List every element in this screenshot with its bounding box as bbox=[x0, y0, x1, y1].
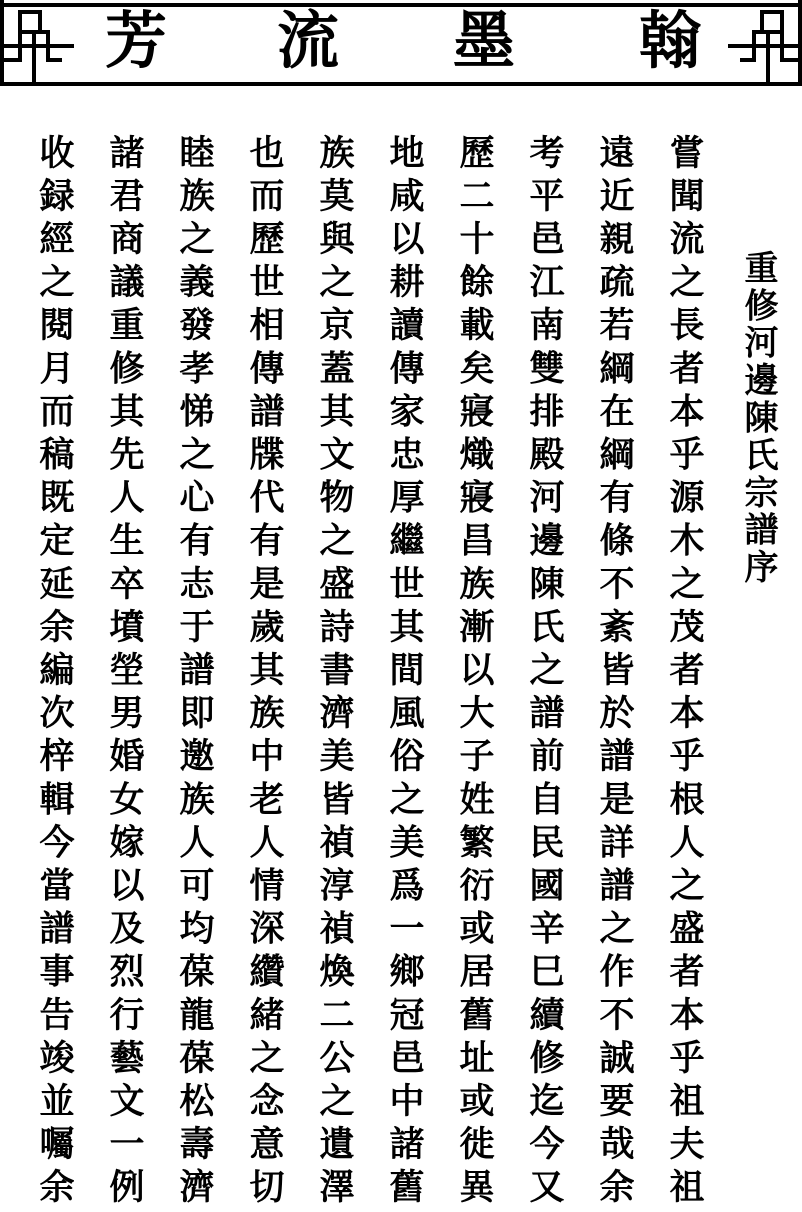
banner-right-rule bbox=[798, 3, 802, 86]
banner-char-4: 翰 bbox=[638, 4, 701, 77]
banner-char-1: 芳 bbox=[104, 4, 167, 77]
genealogy-preface-text bbox=[0, 92, 802, 1212]
banner-left-rule bbox=[0, 3, 4, 86]
preface-title: 重修河邊陳氏宗譜序 bbox=[738, 250, 778, 587]
text-column-6: 族莫與之京蓋其文物之盛詩書濟美皆禎淳禎煥二公之遺澤 bbox=[314, 134, 355, 1212]
banner-char-2: 流 bbox=[276, 4, 339, 77]
text-column-3: 考平邑江南雙排殿河邊陳氏之譜前自民國辛巳續修迄今又 bbox=[524, 134, 565, 1212]
text-column-8: 睦族之義發孝悌之心有志于譜即邀族人可均葆龍葆松壽濟 bbox=[174, 134, 215, 1212]
text-column-10: 收録經之閱月而稿既定延余編次梓輯今當譜事告竣並囑余 bbox=[34, 134, 75, 1212]
top-banner bbox=[0, 0, 802, 90]
text-column-2: 遠近親疏若綱在綱有條不紊皆於譜是詳譜之作不誠要哉余 bbox=[594, 134, 635, 1212]
text-column-4: 歷二十餘載矣寢熾寢昌族漸以大子姓繁衍或居舊址或徙異 bbox=[454, 134, 495, 1212]
lattice-corner-ornament-left bbox=[0, 0, 76, 84]
lattice-corner-ornament-right bbox=[726, 0, 802, 84]
text-column-1: 嘗聞流之長者本乎源木之茂者本乎根人之盛者本乎祖夫祖 bbox=[664, 134, 705, 1212]
banner-bottom-rule bbox=[0, 82, 802, 86]
text-column-7: 也而歷世相傳譜牒代有是歲其族中老人情深纘緒之念意切 bbox=[244, 134, 285, 1212]
text-column-9: 諸君商議重修其先人生卒墳塋男婚女嫁以及烈行藝文一例 bbox=[104, 134, 145, 1212]
banner-char-3: 墨 bbox=[452, 4, 515, 77]
text-column-5: 地咸以耕讀傳家忠厚繼世其間風俗之美爲一鄉冠邑中諸舊 bbox=[384, 134, 425, 1212]
